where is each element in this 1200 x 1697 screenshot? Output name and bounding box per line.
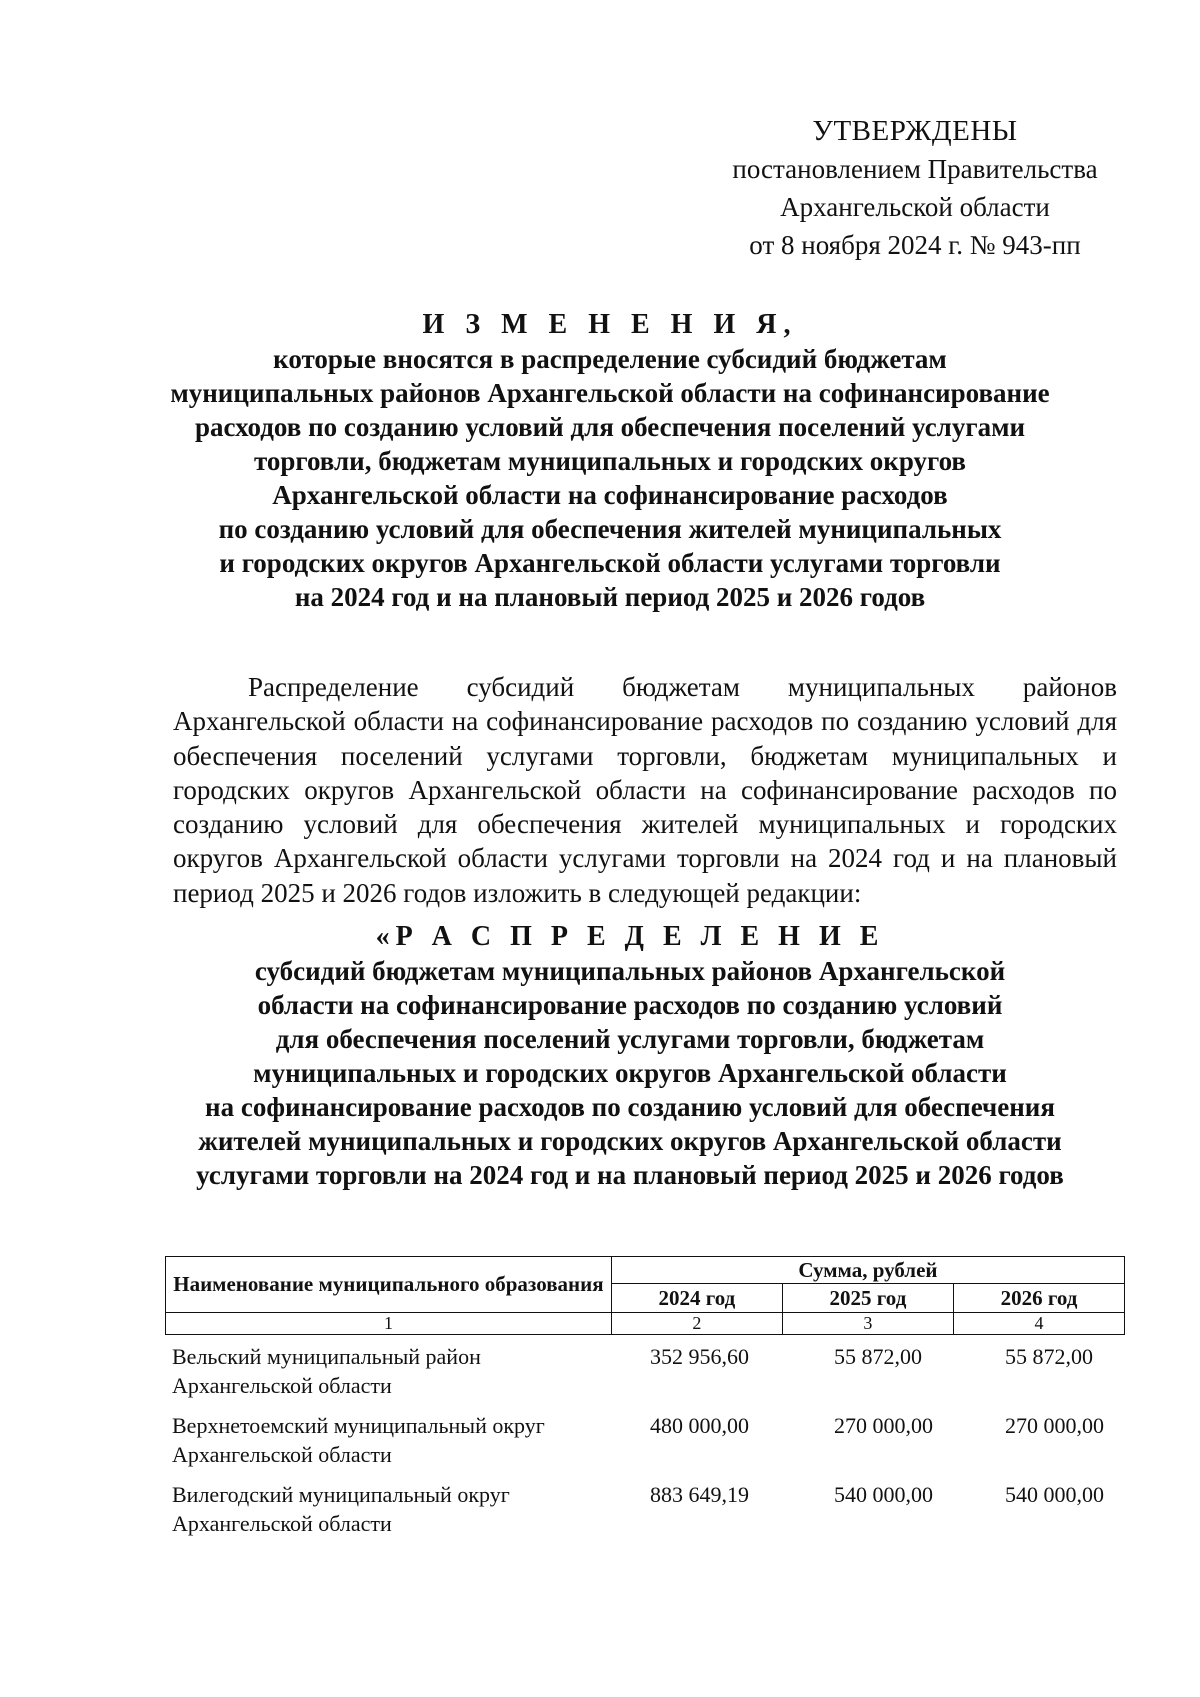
title-line: по созданию условий для обеспечения жителей муниципальных [218,514,1002,544]
title-line: торговли, бюджетам муниципальных и городских округов [253,446,967,476]
distribution-line: субсидий бюджетам муниципальных районов Архангельской [254,956,1006,986]
title-line: на 2024 год и на плановый период 2025 и 2026 годов [294,582,926,612]
approval-line-1: постановлением Правительства [732,154,1098,184]
municipality-name [172,1342,612,1400]
title-heading: И З М Е Н Е Н И Я, [422,309,798,340]
table-row [172,1480,1122,1549]
title-line: расходов по созданию условий для обеспечения поселений услугами [194,412,1026,442]
amount-2026: 540 000,00 [1005,1482,1104,1507]
table-row [172,1342,1122,1411]
body-paragraph: Распределение субсидий бюджетам муниципальных районов Архангельской области на софинансирование расходов по созданию условий для обеспечения поселений услугами торговли, бюджетам муниципальных и городских округов Архангельской области на софинансирование расходов по созданию условий для обеспечения жителей муниципальных и городских округов Архангельской области услугами торговли на 2024 год и на плановый период 2025 и 2026 годов изложить в следующей редакции: [173,672,1117,908]
approval-stamp [720,112,1110,264]
document-title [130,308,1090,614]
amount-2024: 480 000,00 [650,1413,749,1438]
municipality-name [172,1480,612,1538]
municipality-name [172,1411,612,1469]
column-header-name: Наименование муниципального образования [166,1257,612,1313]
distribution-line: для обеспечения поселений услугами торговли, бюджетам [275,1024,985,1054]
title-line: которые вносятся в распределение субсидий бюджетам [273,344,947,374]
distribution-line: на софинансирование расходов по созданию условий для обеспечения [205,1092,1055,1122]
amount-2026: 55 872,00 [1005,1344,1093,1369]
column-number: 3 [782,1313,953,1335]
distribution-line: услугами торговли на 2024 год и на плановый период 2025 и 2026 годов [196,1160,1064,1190]
column-header-2024: 2024 год [611,1284,782,1313]
approval-heading: УТВЕРЖДЕНЫ [812,115,1018,147]
column-header-2026: 2026 год [953,1284,1124,1313]
municipality-name-line: Верхнетоемский муниципальный округ [172,1413,545,1438]
title-line: и городских округов Архангельской области услугами торговли [219,548,1001,578]
amount-2025: 540 000,00 [834,1482,933,1507]
column-number: 2 [611,1313,782,1335]
distribution-title [150,920,1110,1192]
distribution-line: жителей муниципальных и городских округов Архангельской области [198,1126,1062,1156]
amount-2025: 55 872,00 [834,1344,922,1369]
table-row [172,1411,1122,1480]
municipality-name-line: Архангельской области [172,1511,392,1536]
municipality-name-line: Вилегодский муниципальный округ [172,1482,510,1507]
amount-2024: 883 649,19 [650,1482,749,1507]
title-line: муниципальных районов Архангельской области на софинансирование [170,378,1050,408]
amount-2026: 270 000,00 [1005,1413,1104,1438]
municipality-name-line: Вельский муниципальный район [172,1344,481,1369]
approval-line-3: от 8 ноября 2024 г. № 943-пп [749,230,1081,260]
column-header-2025: 2025 год [782,1284,953,1313]
approval-line-2: Архангельской области [780,192,1050,222]
column-number: 1 [166,1313,612,1335]
amount-2025: 270 000,00 [834,1413,933,1438]
distribution-line: муниципальных и городских округов Архангельской области [253,1058,1007,1088]
distribution-line: области на софинансирование расходов по созданию условий [257,990,1003,1020]
column-number: 4 [953,1313,1124,1335]
municipality-name-line: Архангельской области [172,1373,392,1398]
column-header-sum: Сумма, рублей [611,1257,1124,1284]
municipality-name-line: Архангельской области [172,1442,392,1467]
distribution-heading: «Р А С П Р Е Д Е Л Е Н И Е [375,921,885,952]
amount-2024: 352 956,60 [650,1344,749,1369]
distribution-table-header [165,1256,1125,1335]
title-line: Архангельской области на софинансирование расходов [272,480,948,510]
distribution-table-body [172,1342,1122,1549]
